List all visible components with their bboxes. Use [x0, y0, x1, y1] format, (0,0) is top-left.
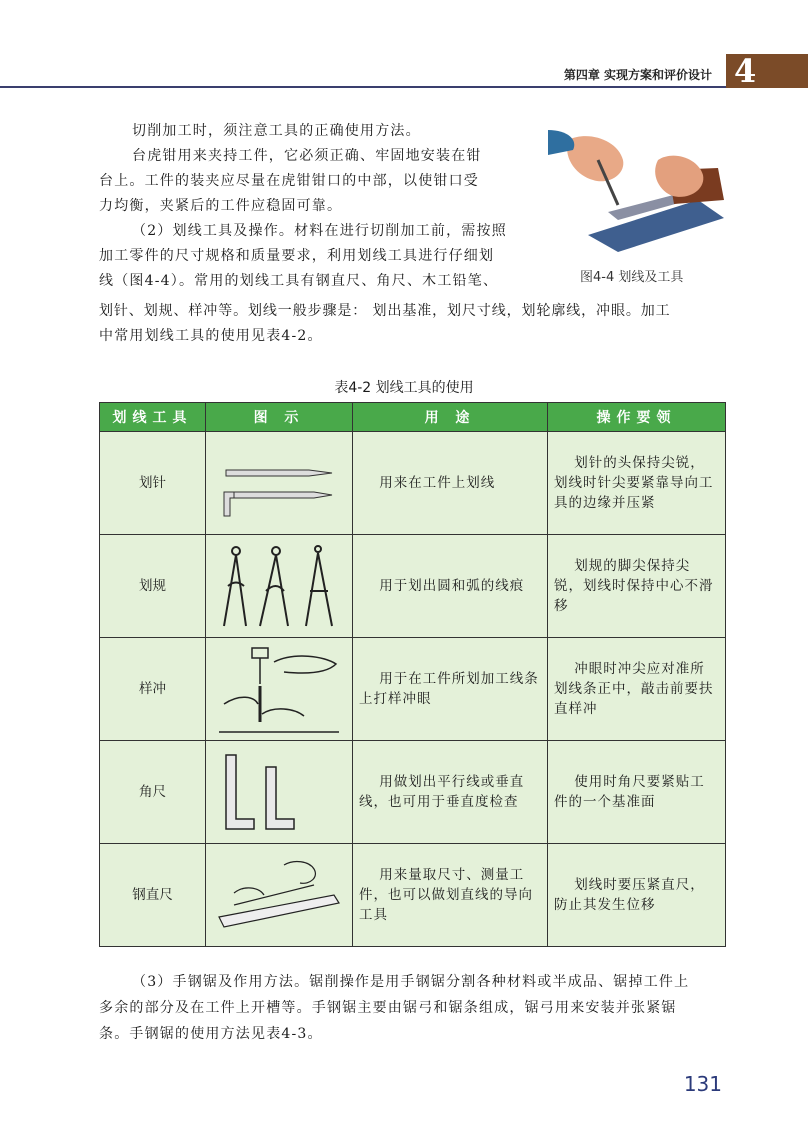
tool-use: 用于划出圆和弧的线痕	[353, 535, 548, 638]
tool-tip: 划规的脚尖保持尖锐，划线时保持中心不滑移	[548, 535, 726, 638]
tool-name: 样冲	[100, 638, 206, 741]
figure-caption: 图4-4 划线及工具	[580, 270, 684, 285]
chapter-title: 第四章 实现方案和评价设计	[563, 68, 712, 82]
tool-name: 钢直尺	[100, 844, 206, 947]
table-row	[100, 844, 726, 947]
tool-tip: 划针的头保持尖锐，划线时针尖要紧靠导向工具的边缘并压紧	[548, 432, 726, 535]
page-number: 131	[683, 1072, 722, 1096]
table-title: 表4-2 划线工具的使用	[334, 380, 474, 396]
dividers-icon	[214, 541, 344, 631]
table-row	[100, 535, 726, 638]
tool-name: 角尺	[100, 741, 206, 844]
tool-illustration	[206, 432, 353, 535]
marking-photo	[548, 130, 724, 260]
table-header-row	[100, 403, 726, 432]
body-line: 加工零件的尺寸规格和质量要求，利用划线工具进行仔细划	[99, 248, 495, 264]
body-line: （3）手钢锯及作用方法。锯削操作是用手钢锯分割各种材料或半成品、锯掉工件上	[132, 974, 690, 990]
body-line: 多余的部分及在工件上开槽等。手钢锯主要由锯弓和锯条组成，锯弓用来安装并张紧锯	[99, 1000, 677, 1016]
chapter-number: 4	[734, 52, 757, 90]
body-line: 切削加工时，须注意工具的正确使用方法。	[132, 123, 421, 139]
body-line: （2）划线工具及操作。材料在进行切削加工前，需按照	[132, 223, 507, 239]
table-row	[100, 741, 726, 844]
body-line: 线（图4-4）。常用的划线工具有钢直尺、角尺、木工铅笔、	[99, 273, 499, 289]
steel-rule-icon	[214, 855, 344, 935]
try-square-icon	[214, 747, 344, 837]
body-line: 台上。工件的装夹应尽量在虎钳钳口的中部，以使钳口受	[99, 173, 479, 189]
center-punch-icon	[214, 644, 344, 734]
column-header: 划线工具	[100, 403, 206, 432]
column-header: 图 示	[206, 403, 353, 432]
tool-name: 划规	[100, 535, 206, 638]
tool-illustration	[206, 638, 353, 741]
table-row	[100, 638, 726, 741]
tool-name: 划针	[100, 432, 206, 535]
tool-tip: 使用时角尺要紧贴工件的一个基准面	[548, 741, 726, 844]
column-header: 用 途	[353, 403, 548, 432]
column-header: 操作要领	[548, 403, 726, 432]
tool-tip: 划线时要压紧直尺，防止其发生位移	[548, 844, 726, 947]
tool-use: 用做划出平行线或垂直线，也可用于垂直度检查	[353, 741, 548, 844]
tool-use: 用于在工件所划加工线条上打样冲眼	[353, 638, 548, 741]
chapter-badge	[726, 54, 808, 88]
header-rule	[0, 86, 726, 88]
body-line: 划针、划规、样冲等。划线一般步骤是： 划出基准，划尺寸线，划轮廓线，冲眼。加工	[99, 303, 671, 319]
marking-tools-table	[99, 402, 726, 947]
scriber-icon	[214, 448, 344, 518]
body-line: 中常用划线工具的使用见表4-2。	[99, 328, 323, 344]
tool-illustration	[206, 844, 353, 947]
tool-use: 用来量取尺寸、测量工件，也可以做划直线的导向工具	[353, 844, 548, 947]
body-line: 条。手钢锯的使用方法见表4-3。	[99, 1026, 323, 1042]
tool-tip: 冲眼时冲尖应对准所划线条正中，敲击前要扶直样冲	[548, 638, 726, 741]
body-line: 力均衡，夹紧后的工件应稳固可靠。	[99, 198, 343, 214]
tool-use: 用来在工件上划线	[353, 432, 548, 535]
table-row	[100, 432, 726, 535]
tool-illustration	[206, 535, 353, 638]
body-line: 台虎钳用来夹持工件，它必须正确、牢固地安装在钳	[132, 148, 482, 164]
tool-illustration	[206, 741, 353, 844]
